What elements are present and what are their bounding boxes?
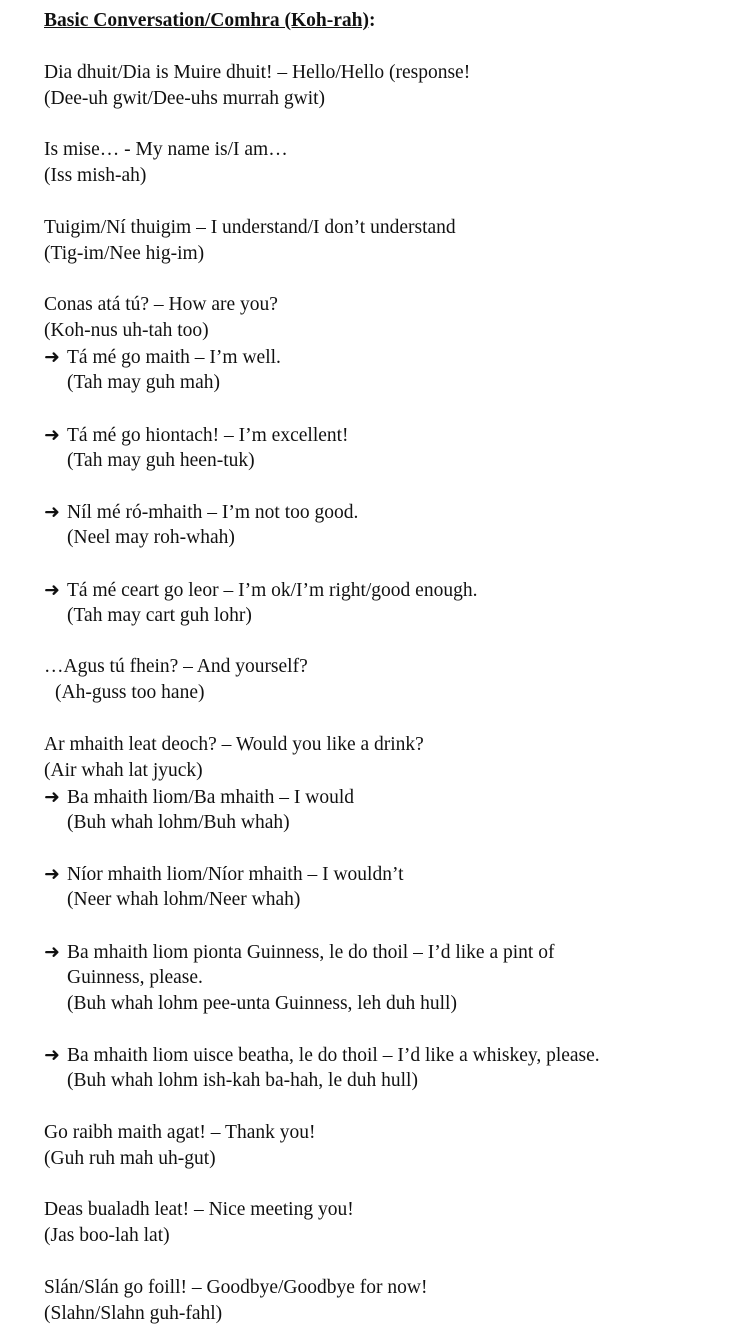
response-line bbox=[44, 784, 734, 810]
response-line bbox=[44, 1042, 734, 1068]
pronunciation-line: (Ah-guss too hane) bbox=[55, 682, 205, 703]
pronunciation-line: (Neer whah lohm/Neer whah) bbox=[67, 889, 301, 910]
phrase-line: Dia dhuit/Dia is Muire dhuit! – Hello/Hello (response! bbox=[44, 61, 471, 83]
phrase-line: Conas atá tú? – How are you? bbox=[44, 294, 278, 315]
response-line bbox=[44, 344, 734, 370]
pronunciation-line: (Tig-im/Nee hig-im) bbox=[44, 242, 205, 264]
arrow-right-icon: ➜ bbox=[44, 863, 60, 885]
pronunciation-line: (Guh ruh mah uh-gut) bbox=[44, 1147, 216, 1169]
document-page bbox=[44, 8, 734, 1327]
title-colon: : bbox=[369, 10, 376, 31]
phrase-text: Tá mé ceart go leor – I’m ok/I’m right/good enough. bbox=[67, 579, 478, 601]
pronunciation-line: (Koh-nus uh-tah too) bbox=[44, 320, 209, 341]
arrow-right-icon: ➜ bbox=[44, 940, 60, 963]
arrow-right-icon: ➜ bbox=[44, 501, 60, 523]
pronunciation-line: (Dee-uh gwit/Dee-uhs murrah gwit) bbox=[44, 87, 326, 109]
pronunciation-line: (Tah may guh mah) bbox=[67, 372, 220, 393]
arrow-right-icon: ➜ bbox=[44, 1044, 60, 1066]
pronunciation-line: (Buh whah lohm ish-kah ba-hah, le duh hull) bbox=[67, 1070, 418, 1091]
phrase-line: Slán/Slán go foill! – Goodbye/Goodbye for now! bbox=[44, 1276, 428, 1298]
phrase-text: Níor mhaith liom/Níor mhaith – I wouldn’t bbox=[67, 864, 404, 885]
arrow-right-icon: ➜ bbox=[44, 423, 60, 446]
phrase-line: …Agus tú fhein? – And yourself? bbox=[44, 656, 308, 677]
arrow-right-icon: ➜ bbox=[44, 578, 60, 601]
phrase-continuation: Guinness, please. bbox=[67, 966, 203, 988]
pronunciation-line: (Slahn/Slahn guh-fahl) bbox=[44, 1302, 223, 1324]
response-line bbox=[44, 577, 734, 603]
page-title: Basic Conversation/Comhra (Koh-rah) bbox=[44, 10, 369, 31]
phrase-text: Ba mhaith liom uisce beatha, le do thoil – I’d like a whiskey, please. bbox=[67, 1045, 600, 1066]
pronunciation-line: (Iss mish-ah) bbox=[44, 165, 147, 186]
phrase-text: Níl mé ró-mhaith – I’m not too good. bbox=[67, 502, 359, 523]
phrase-line: Deas bualadh leat! – Nice meeting you! bbox=[44, 1199, 354, 1220]
response-line bbox=[44, 861, 734, 887]
arrow-right-icon: ➜ bbox=[44, 346, 60, 368]
phrase-text: Ba mhaith liom/Ba mhaith – I would bbox=[67, 786, 355, 808]
response-line bbox=[44, 939, 734, 965]
pronunciation-line: (Air whah lat jyuck) bbox=[44, 759, 203, 781]
pronunciation-line: (Tah may cart guh lohr) bbox=[67, 604, 252, 626]
phrase-text: Tá mé go maith – I’m well. bbox=[67, 347, 281, 368]
response-line bbox=[44, 499, 734, 525]
phrase-line: Ar mhaith leat deoch? – Would you like a drink? bbox=[44, 733, 424, 755]
pronunciation-line: (Buh whah lohm/Buh whah) bbox=[67, 811, 290, 833]
response-line bbox=[44, 422, 734, 448]
phrase-text: Ba mhaith liom pionta Guinness, le do thoil – I’d like a pint of bbox=[67, 941, 555, 963]
pronunciation-line: (Jas boo-lah lat) bbox=[44, 1225, 170, 1246]
pronunciation-line: (Buh whah lohm pee-unta Guinness, leh duh hull) bbox=[67, 992, 457, 1014]
pronunciation-line: (Neel may roh-whah) bbox=[67, 527, 235, 548]
phrase-line: Is mise… - My name is/I am… bbox=[44, 139, 288, 160]
pronunciation-line: (Tah may guh heen-tuk) bbox=[67, 449, 255, 471]
phrase-text: Tá mé go hiontach! – I’m excellent! bbox=[67, 424, 349, 446]
arrow-right-icon: ➜ bbox=[44, 785, 60, 808]
phrase-line: Tuigim/Ní thuigim – I understand/I don’t understand bbox=[44, 216, 456, 238]
phrase-line: Go raibh maith agat! – Thank you! bbox=[44, 1121, 316, 1143]
heading-line bbox=[44, 8, 734, 34]
